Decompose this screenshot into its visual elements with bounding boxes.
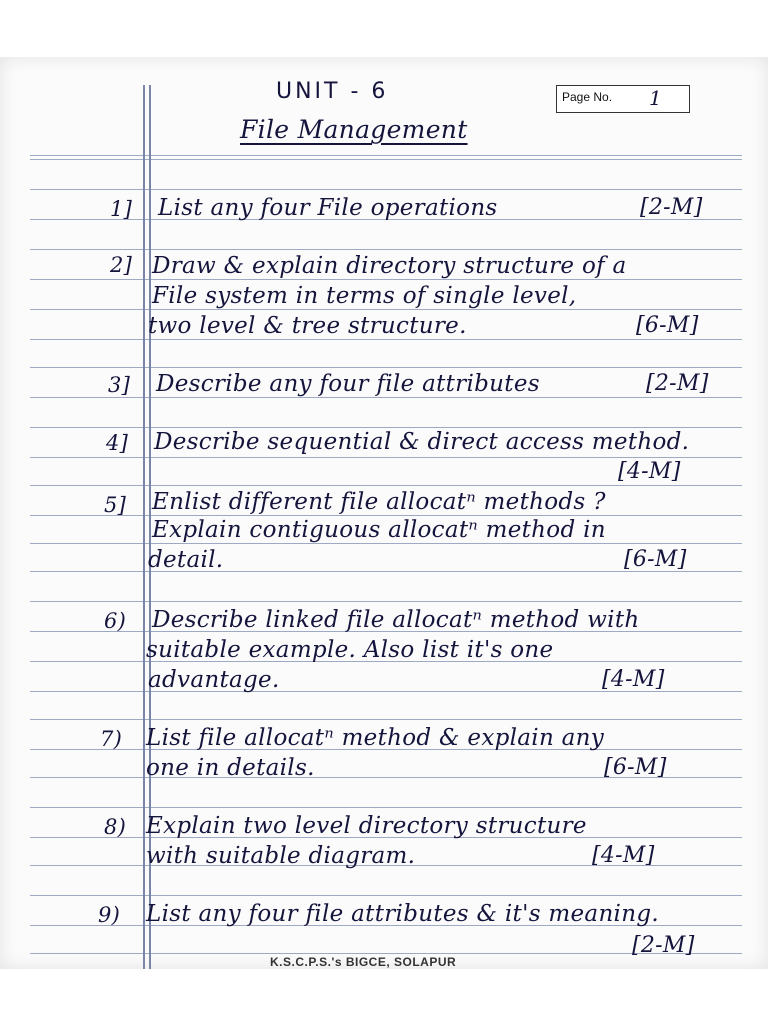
page-number-box: [556, 85, 690, 113]
ruled-line: [30, 155, 742, 156]
question-number: 6): [104, 609, 127, 633]
question-text: suitable example. Also list it's one: [146, 637, 554, 663]
question-number: 1]: [110, 197, 133, 221]
question-marks: [6-M]: [636, 313, 699, 338]
question-text: Describe sequential & direct access method.: [154, 429, 690, 455]
question-text: List any four file attributes & it's meaning.: [146, 901, 659, 927]
question-marks: [4-M]: [602, 667, 665, 692]
page-number-label: Page No.: [562, 90, 613, 104]
ruled-line: [30, 159, 742, 160]
question-text: Explain two level directory structure: [146, 813, 587, 839]
question-marks: [6-M]: [604, 755, 667, 780]
question-text: detail.: [148, 547, 224, 573]
ruled-line: [30, 397, 742, 398]
question-text: List any four File operations: [158, 195, 498, 221]
question-number: 5]: [104, 493, 127, 517]
ruled-line: [30, 515, 742, 516]
ruled-line: [30, 807, 742, 808]
question-text: Draw & explain directory structure of a: [152, 253, 627, 279]
question-text: Describe any four file attributes: [156, 371, 540, 397]
question-text: List file allocatⁿ method & explain any: [146, 725, 605, 751]
question-text: with suitable diagram.: [146, 843, 416, 869]
ruled-line: [30, 249, 742, 250]
ruled-line: [30, 719, 742, 720]
question-marks: [4-M]: [592, 843, 655, 868]
ruled-line: [30, 427, 742, 428]
question-text: advantage.: [148, 667, 280, 693]
unit-title: UNIT - 6: [276, 79, 389, 104]
question-number: 8): [104, 815, 127, 839]
ruled-line: [30, 895, 742, 896]
question-marks: [2-M]: [646, 371, 709, 396]
question-text: File system in terms of single level,: [152, 283, 577, 309]
question-marks: [2-M]: [632, 933, 695, 958]
ruled-line: [30, 543, 742, 544]
subject-title: File Management: [240, 115, 468, 144]
notebook-page: [0, 57, 768, 969]
ruled-line: [30, 279, 742, 280]
page-number-value: 1: [649, 86, 663, 110]
question-number: 3]: [108, 373, 131, 397]
question-text: Describe linked file allocatⁿ method with: [152, 607, 640, 633]
ruled-line: [30, 339, 742, 340]
question-marks: [6-M]: [624, 547, 687, 572]
question-number: 4]: [106, 431, 129, 455]
ruled-line: [30, 457, 742, 458]
margin-line: [143, 85, 145, 969]
ruled-line: [30, 485, 742, 486]
ruled-line: [30, 367, 742, 368]
footer-text: K.S.C.P.S.'s BIGCE, SOLAPUR: [270, 955, 457, 969]
question-text: Explain contiguous allocatⁿ method in: [152, 517, 606, 543]
question-number: 9): [98, 903, 121, 927]
question-marks: [4-M]: [618, 459, 681, 484]
question-marks: [2-M]: [640, 195, 703, 220]
question-text: two level & tree structure.: [148, 313, 467, 339]
ruled-line: [30, 189, 742, 190]
question-text: Enlist different file allocatⁿ methods ?: [152, 489, 606, 515]
ruled-line: [30, 601, 742, 602]
question-text: one in details.: [146, 755, 315, 781]
ruled-line: [30, 309, 742, 310]
question-number: 7): [100, 727, 123, 751]
question-number: 2]: [110, 253, 133, 277]
